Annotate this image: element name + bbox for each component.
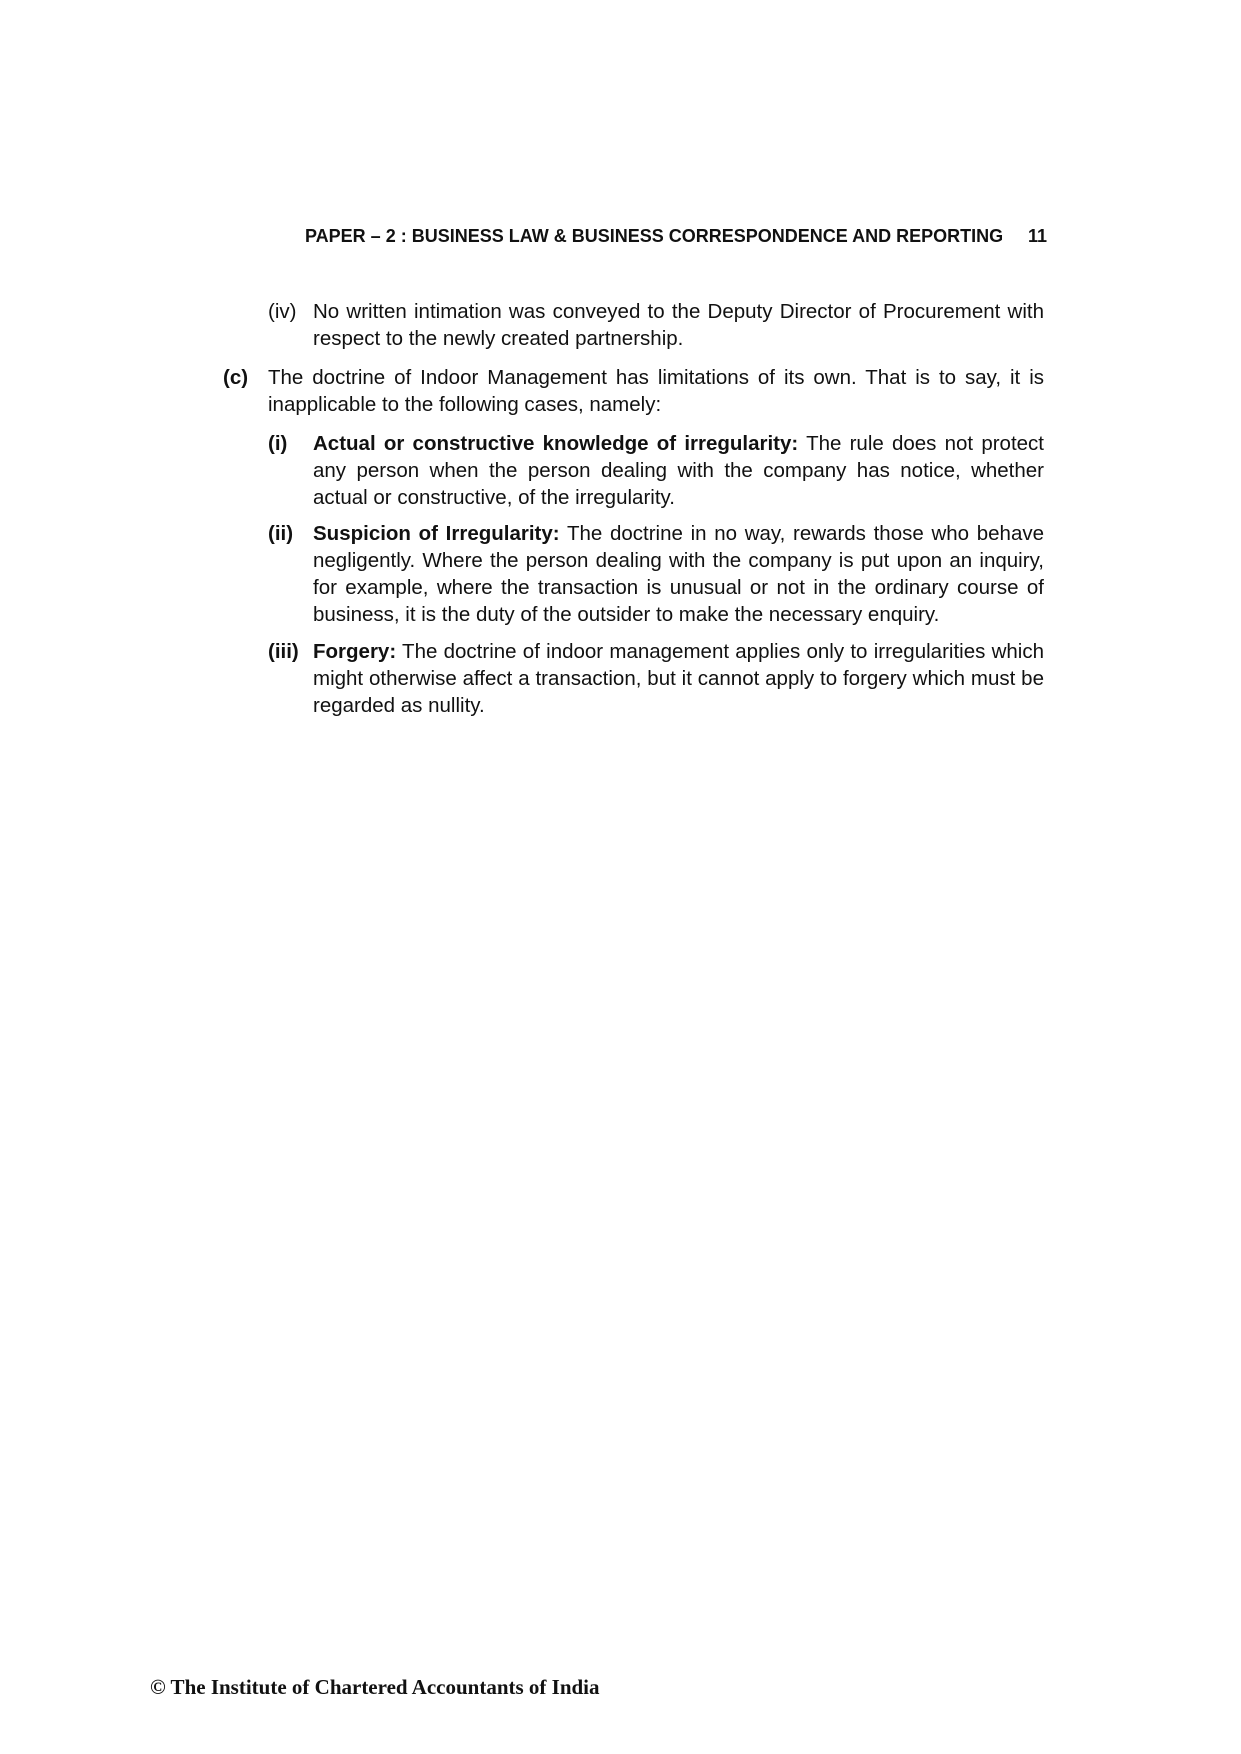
section-c-text: The doctrine of Indoor Management has limitations of its own. That is to say, it is inapplicable to the following cases, namely: — [268, 366, 1044, 416]
header-title: PAPER – 2 : BUSINESS LAW & BUSINESS CORRESPONDENCE AND REPORTING — [305, 226, 1004, 246]
item-iii-content — [313, 638, 1044, 719]
item-ii-label: (ii) — [268, 522, 294, 545]
copyright-footer: © The Institute of Chartered Accountants of India — [150, 1675, 600, 1699]
item-iv-label: (iv) — [268, 300, 297, 323]
item-ii-content — [313, 520, 1044, 628]
item-iii-text: The doctrine of indoor management applies only to irregularities which might otherwise affect a transaction, but it cannot apply to forgery which must be regarded as nullity. — [313, 640, 1045, 717]
item-iii-heading: Forgery: — [313, 640, 397, 663]
list-item-i — [268, 430, 1044, 514]
item-i-label: (i) — [268, 432, 288, 455]
item-iv-text: No written intimation was conveyed to the Deputy Director of Procurement with respect to the newly created partnership. — [313, 300, 1044, 350]
running-header — [305, 226, 1047, 247]
section-c — [223, 364, 1044, 424]
list-item-ii — [268, 520, 1044, 630]
item-i-text: The rule does not protect any person when the person dealing with the company has notice, whether actual or constructive, of the irregularity. — [313, 432, 1044, 509]
item-ii-heading: Suspicion of Irregularity: — [313, 522, 560, 545]
item-i-content — [313, 430, 1044, 511]
page-number: 11 — [1027, 226, 1047, 246]
list-item-iii — [268, 638, 1044, 722]
item-ii-text: The doctrine in no way, rewards those who behave negligently. Where the person dealing with the company is put upon an inquiry, for example, where the transaction is unusual or not in the ordinary course of business, it is the duty of the outsider to make the necessary enquiry. — [313, 522, 1044, 626]
section-c-label: (c) — [223, 366, 249, 389]
item-i-heading: Actual or constructive knowledge of irregularity: — [313, 432, 799, 455]
item-iii-label: (iii) — [268, 640, 299, 663]
list-item-iv — [268, 298, 1044, 358]
